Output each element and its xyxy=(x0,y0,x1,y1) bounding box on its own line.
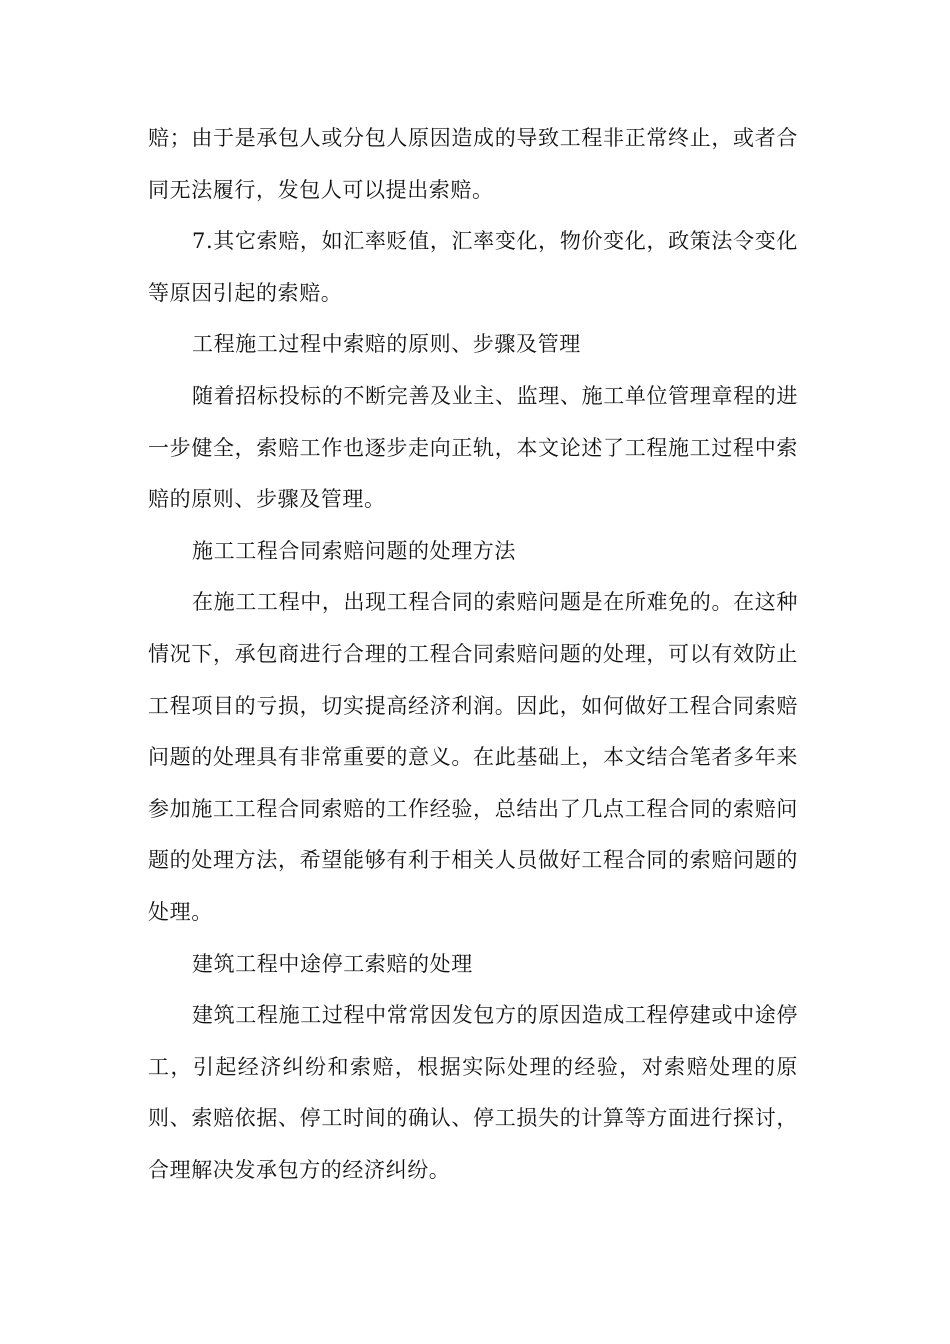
section-heading-principles: 工程施工过程中索赔的原则、步骤及管理 xyxy=(192,332,581,357)
document-body xyxy=(148,113,798,1196)
section-heading-work-stoppage: 建筑工程中途停工索赔的处理 xyxy=(192,951,473,976)
paragraph-contract-claims: 在施工工程中，出现工程合同的索赔问题是在所难免的。在这种情况下，承包商进行合理的工程合同索赔问题的处理，可以有效防止工程项目的亏损，切实提高经济利润。因此，如何做好工程合同索赔问题的处理具有非常重要的意义。在此基础上，本文结合笔者多年来参加施工工程合同索赔的工作经验，总结出了几点工程合同的索赔问题的处理方法，希望能够有利于相关人员做好工程合同的索赔问题的处理。 xyxy=(148,590,798,924)
paragraph-continuation: 赔；由于是承包人或分包人原因造成的导致工程非正常终止，或者合同无法履行，发包人可以提出索赔。 xyxy=(148,126,798,202)
paragraph-other-claims: 7.其它索赔，如汇率贬值，汇率变化，物价变化，政策法令变化等原因引起的索赔。 xyxy=(148,229,798,305)
section-heading-contract-claims: 施工工程合同索赔问题的处理方法 xyxy=(192,538,516,563)
paragraph-principles: 随着招标投标的不断完善及业主、监理、施工单位管理章程的进一步健全，索赔工作也逐步走向正轨，本文论述了工程施工过程中索赔的原则、步骤及管理。 xyxy=(148,383,798,512)
paragraph-work-stoppage: 建筑工程施工过程中常常因发包方的原因造成工程停建或中途停工，引起经济纠纷和索赔，根据实际处理的经验，对索赔处理的原则、索赔依据、停工时间的确认、停工损失的计算等方面进行探讨，合理解决发承包方的经济纠纷。 xyxy=(148,1003,798,1182)
